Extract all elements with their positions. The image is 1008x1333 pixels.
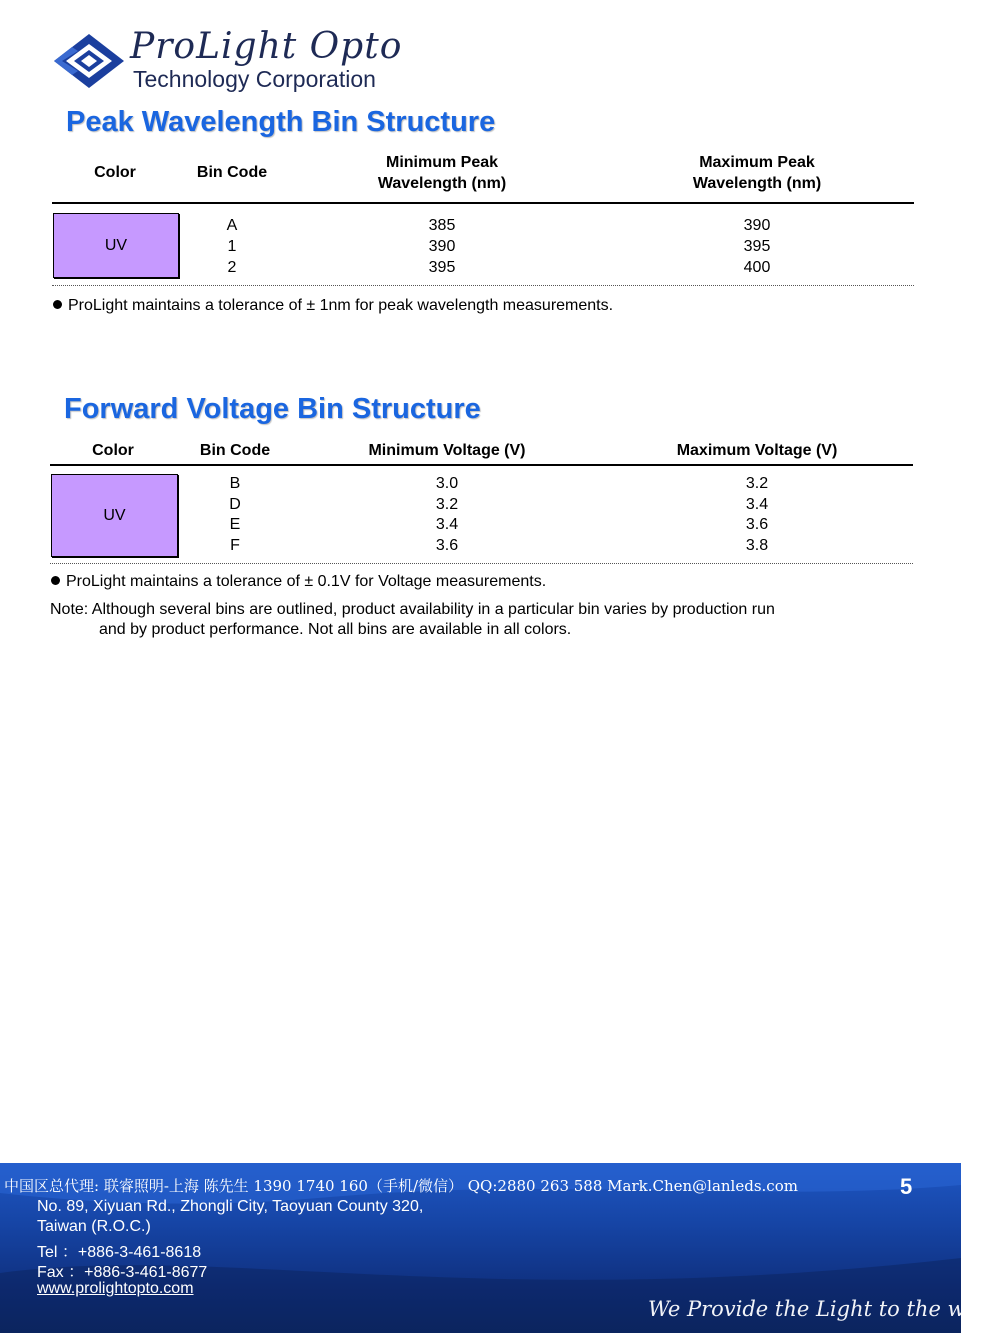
fv-header-color: Color	[92, 442, 134, 459]
peak-row-min: 385	[428, 217, 456, 234]
peak-tolerance-note	[53, 297, 613, 315]
peak-header-rule	[52, 202, 914, 204]
peak-row-bin: 2	[227, 259, 237, 276]
footer-website-link[interactable]: www.prolightopto.com	[37, 1280, 194, 1297]
peak-header-min	[332, 152, 552, 194]
fv-uv-swatch	[51, 474, 178, 557]
peak-header-max-line2: Wavelength (nm)	[692, 175, 822, 192]
footer-slogan: We Provide the Light to the world	[648, 1297, 1008, 1321]
fv-header-rule	[50, 464, 913, 466]
peak-bottom-rule	[52, 285, 914, 286]
fv-row-max: 3.4	[745, 496, 769, 513]
fv-row-bin: B	[229, 475, 241, 492]
peak-header-max-line1: Maximum Peak	[699, 154, 815, 171]
brand-subtitle: Technology Corporation	[133, 66, 376, 92]
peak-header-bin-code: Bin Code	[196, 164, 268, 181]
page-number: 5	[900, 1174, 913, 1199]
fv-header-min: Minimum Voltage (V)	[368, 442, 526, 459]
fv-row-min: 3.4	[435, 516, 459, 533]
fv-row-min: 3.0	[435, 475, 459, 492]
bullet-icon	[53, 300, 62, 309]
fv-row-min: 3.6	[435, 537, 459, 554]
fv-row-bin: D	[229, 496, 241, 513]
peak-header-min-line1: Minimum Peak	[385, 154, 499, 171]
fv-row-min: 3.2	[435, 496, 459, 513]
fv-row-max: 3.2	[745, 475, 769, 492]
peak-row-max: 400	[743, 259, 771, 276]
fv-row-bin: F	[230, 537, 240, 554]
brand-name: ProLight Opto	[130, 26, 403, 67]
peak-row-bin: 1	[227, 238, 237, 255]
peak-header-max	[647, 152, 867, 194]
footer-fax: Fax ：+886-3-461-8677	[37, 1264, 208, 1281]
bullet-icon	[51, 576, 60, 585]
peak-row-max: 390	[743, 217, 771, 234]
fv-uv-label: UV	[103, 506, 126, 524]
footer-address-line1: No. 89, Xiyuan Rd., Zhongli City, Taoyuan County 320,	[37, 1198, 424, 1215]
footer-tel: Tel ：+886-3-461-8618	[37, 1244, 202, 1261]
peak-tolerance-text: ProLight maintains a tolerance of ± 1nm for peak wavelength measurements.	[68, 297, 614, 314]
peak-header-min-line2: Wavelength (nm)	[377, 175, 507, 192]
fv-header-max: Maximum Voltage (V)	[676, 442, 838, 459]
peak-section-title: Peak Wavelength Bin Structure	[66, 106, 496, 138]
fv-tolerance-note	[51, 573, 546, 591]
fv-tolerance-text: ProLight maintains a tolerance of ± 0.1V for Voltage measurements.	[66, 573, 547, 590]
fv-row-max: 3.6	[745, 516, 769, 533]
peak-row-bin: A	[226, 217, 238, 234]
availability-note-line2: and by product performance. Not all bins are available in all colors.	[99, 621, 572, 638]
fv-header-bin-code: Bin Code	[199, 442, 271, 459]
peak-uv-label: UV	[104, 236, 128, 254]
fv-section-title: Forward Voltage Bin Structure	[64, 393, 481, 425]
footer-address-line2: Taiwan (R.O.C.)	[37, 1218, 151, 1235]
fv-bottom-rule	[50, 563, 913, 564]
peak-row-min: 390	[428, 238, 456, 255]
availability-note-line1: Note: Although several bins are outlined, product availability in a particular bin varies by production run	[50, 601, 775, 618]
peak-header-color: Color	[94, 164, 136, 181]
peak-row-min: 395	[428, 259, 456, 276]
footer-agent-line: 中国区总代理: 联睿照明-上海 陈先生 1390 1740 160（手机/微信） QQ:2880 263 588 Mark.Chen@lanleds.com	[4, 1177, 798, 1195]
diamond-logo-icon	[52, 32, 126, 90]
fv-row-max: 3.8	[745, 537, 769, 554]
peak-row-max: 395	[743, 238, 771, 255]
peak-uv-swatch	[53, 213, 179, 278]
fv-row-bin: E	[229, 516, 241, 533]
